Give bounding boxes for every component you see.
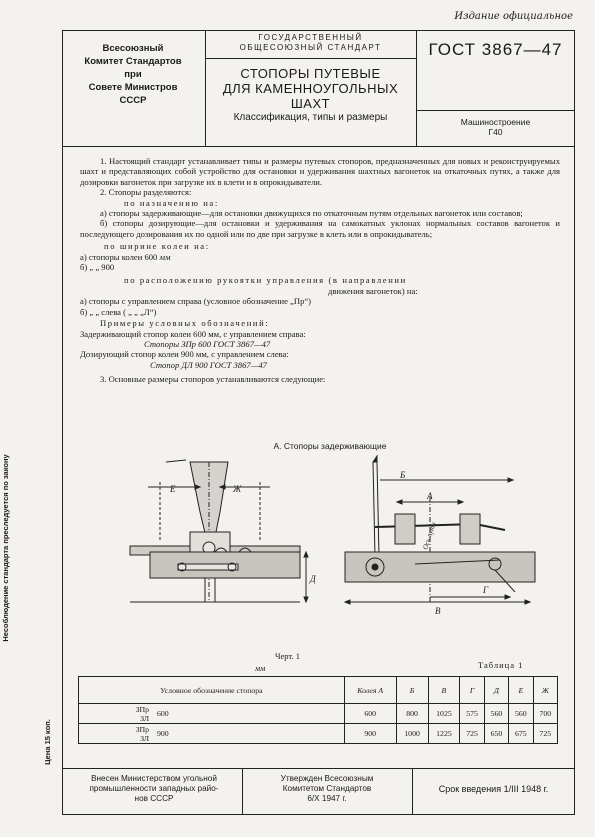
committee-line: СССР — [119, 95, 147, 106]
table-unit: мм — [255, 664, 266, 673]
paragraph: по расположению рукоятки управления (в направлении — [124, 275, 407, 286]
paragraph: б) „ „ слева ( „ „ „Л“) — [80, 306, 157, 317]
footer-line: Комитетом Стандартов — [282, 784, 372, 793]
footer-approved — [244, 774, 410, 804]
paragraph: 2. Стопоры разделяются: — [100, 187, 192, 198]
table-cell: 650 — [484, 724, 508, 744]
committee-line: Всесоюзный — [102, 43, 164, 54]
table-header-cell: Условное обозначение стопора — [79, 677, 345, 704]
body-text — [80, 156, 560, 385]
table-cell: 575 — [460, 704, 484, 724]
paragraph: движения вагонеток) на: — [328, 285, 418, 296]
table-cell: 1025 — [428, 704, 460, 724]
paragraph: по назначению на: — [124, 197, 219, 208]
committee-line: Совете Министров — [88, 82, 178, 93]
type-code: ЗПр — [135, 724, 149, 734]
figure-title: А. Стопоры задерживающие — [273, 441, 387, 451]
table-header-row — [79, 677, 558, 704]
header-divider — [205, 58, 416, 59]
dim-label-a: А — [427, 491, 433, 501]
footer-line: нов СССР — [134, 794, 174, 803]
header-bottom-line — [62, 146, 575, 147]
footer-top-line — [62, 768, 575, 769]
price-label: Цена 15 коп. — [43, 719, 52, 765]
paragraph: по ширине колеи на: — [104, 241, 210, 252]
table-row — [79, 724, 558, 744]
paragraph: Дозирующий стопор колеи 900 мм, с управлением слева: — [80, 349, 289, 360]
gost-number: ГОСТ 3867—47 — [428, 40, 563, 59]
figure-caption: Черт. 1 — [275, 651, 301, 661]
size-cell: 900 — [157, 724, 344, 744]
edition-label: Издание официальное — [454, 11, 573, 22]
dim-label-v: В — [435, 606, 441, 616]
footer-divider — [412, 768, 413, 815]
dim-label-zh: Ж — [233, 484, 242, 494]
committee-block — [64, 42, 202, 107]
table-row — [79, 704, 558, 724]
table-cell: 700 — [533, 704, 557, 724]
paragraph: а) стопоры задерживающие—для остановки движущихся по откаточным путям отдельных вагонеток или составов; — [100, 208, 523, 219]
paragraph: 3. Основные размеры стопоров устанавливаются следующие: — [100, 374, 326, 385]
table-cell: 800 — [396, 704, 428, 724]
type-code: ЗЛ — [140, 713, 149, 723]
paragraph: Примеры условных обозначений: — [100, 318, 270, 329]
dim-label-b: Б — [400, 470, 406, 480]
footer-line: Внесен Министерством угольной — [91, 774, 217, 783]
paragraph — [80, 252, 560, 262]
paragraph: а) стопоры с управлением справа (условное обозначение „Пр“) — [80, 296, 312, 307]
table-cell: 900 — [344, 724, 396, 744]
standard-type-line: ГОСУДАРСТВЕННЫЙ — [258, 33, 363, 42]
type-code: ЗПр — [135, 704, 149, 714]
table-header-cell: Д — [484, 677, 508, 704]
table-cell: 725 — [533, 724, 557, 744]
table-cell: 1225 — [428, 724, 460, 744]
table-header-cell: Б — [396, 677, 428, 704]
document-title-line: ДЛЯ КАМЕННОУГОЛЬНЫХ ШАХТ — [222, 81, 399, 111]
header-divider — [416, 30, 417, 146]
dim-label-g: Г — [483, 585, 489, 595]
stopper-front-view — [120, 452, 320, 642]
table-cell: 560 — [484, 704, 508, 724]
paragraph: 1. Настоящий стандарт устанавливает типы и размеры путевых стопоров, предназначенных для новых и реконструируемых шахт и представляющих собой устройство для остановки и удерживания шахтных вагонеток на откаточных путях, а также для дозировки вагонеток при загрузке их в клети и в опрокидыватели. — [80, 156, 560, 187]
axis-label: Ось пути — [421, 521, 438, 551]
type-code: ЗЛ — [140, 733, 149, 743]
legal-side-note: Несоблюдение стандарта преследуется по закону — [1, 454, 10, 642]
table-cell: 600 — [344, 704, 396, 724]
table-header-cell: В — [428, 677, 460, 704]
stopper-side-view — [335, 452, 545, 642]
paragraph: б) „ „ 900 — [80, 262, 115, 273]
table-cell: 560 — [509, 704, 533, 724]
classification-line: Машиностроение — [460, 117, 531, 127]
table-header-cell: Г — [460, 677, 484, 704]
table-title: Таблица 1 — [478, 660, 524, 670]
list-item: а) стопоры колеи 600 — [80, 251, 158, 262]
table-header-cell: Е — [509, 677, 533, 704]
header-divider — [416, 110, 575, 111]
table-cell: 675 — [509, 724, 533, 744]
standard-type-line: ОБЩЕСОЮЗНЫЙ СТАНДАРТ — [239, 43, 382, 52]
document-title — [208, 66, 413, 111]
paragraph: Задерживающий стопор колеи 600 мм, с управлением справа: — [80, 328, 306, 339]
document-title-line: СТОПОРЫ ПУТЕВЫЕ — [240, 66, 381, 81]
footer-submitted — [68, 774, 240, 804]
table-header-cell: Колея А — [344, 677, 396, 704]
committee-line: при — [124, 69, 142, 80]
classification-line: Г40 — [488, 127, 503, 137]
paragraph: Стопор ДЛ 900 ГОСТ 3867—47 — [150, 359, 267, 370]
standard-type — [208, 33, 413, 53]
size-cell: 600 — [157, 704, 344, 724]
document-subtitle: Классификация, типы и размеры — [233, 112, 388, 123]
footer-line: промышленности западных райо- — [89, 784, 219, 793]
committee-line: Комитет Стандартов — [84, 56, 182, 67]
footer-effective-date: Срок введения 1/III 1948 г. — [438, 784, 549, 794]
type-code-cell — [79, 724, 158, 744]
table-cell: 725 — [460, 724, 484, 744]
paragraph: Стопоры ЗПр 600 ГОСТ 3867—47 — [144, 338, 271, 349]
unit: мм — [159, 251, 171, 262]
table-header-cell: Ж — [533, 677, 557, 704]
header-divider — [205, 30, 206, 146]
classification — [418, 117, 573, 137]
footer-divider — [242, 768, 243, 815]
type-code-cell — [79, 704, 158, 724]
dim-label-e: Е — [170, 484, 176, 494]
paragraph: б) стопоры дозирующие—для остановки и удерживания на самокатных уклонах нормальных составов вагонеток и последующего дозирования их по одной или по две при загрузке в клеть или в опрокидыватель; — [80, 218, 560, 239]
dimensions-table — [78, 676, 558, 744]
footer-line: 6/X 1947 г. — [307, 794, 347, 803]
dim-label-d: Д — [310, 574, 316, 584]
table-cell: 1000 — [396, 724, 428, 744]
footer-line: Утвержден Всесоюзным — [280, 774, 374, 783]
